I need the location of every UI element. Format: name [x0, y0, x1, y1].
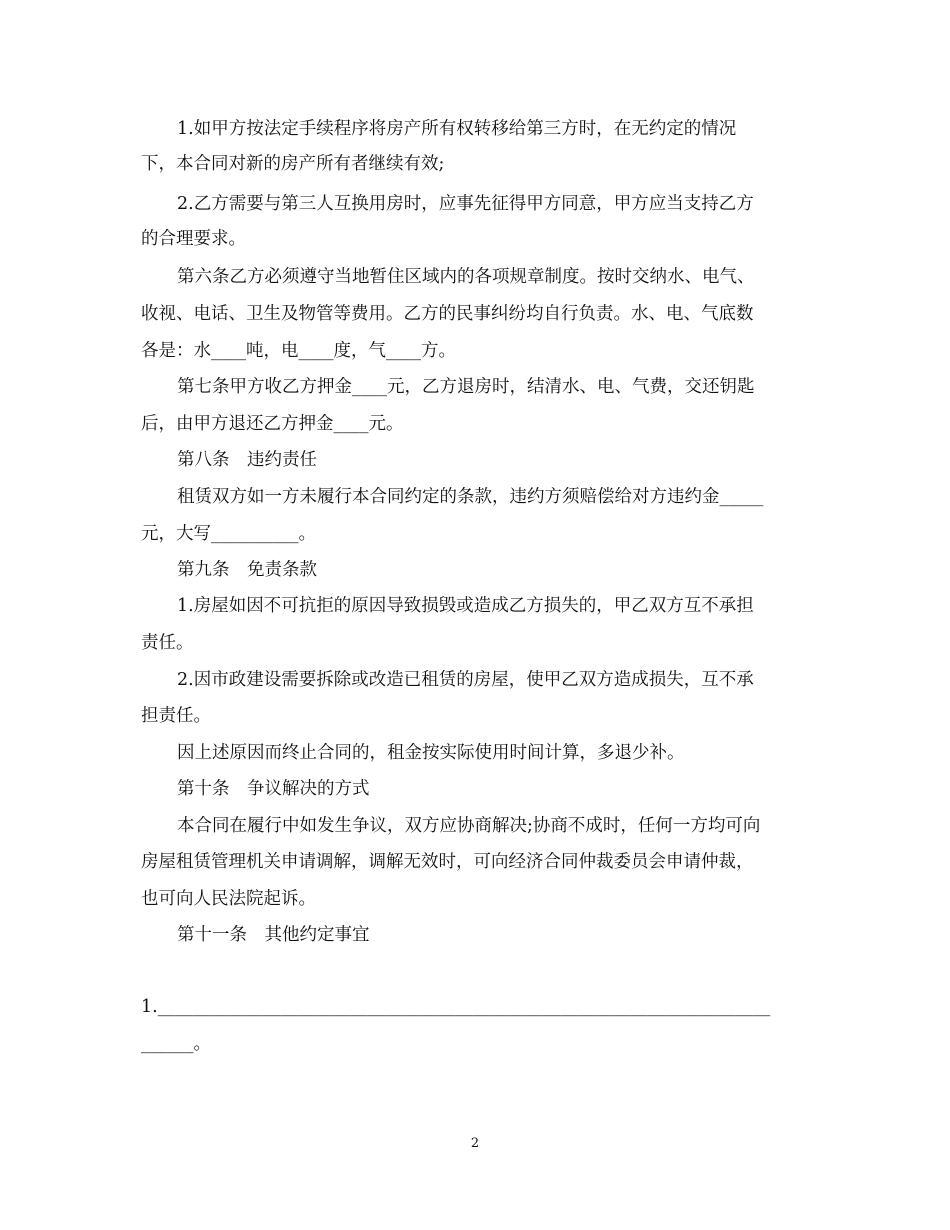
- paragraph-line: 1.如甲方按法定手续程序将房产所有权转移给第三方时，在无约定的情况: [177, 119, 737, 139]
- section-heading: 第八条 违约责任: [177, 450, 317, 470]
- paragraph-line: 担责任。: [141, 706, 211, 726]
- paragraph-line: 第六条乙方必须遵守当地暂住区域内的各项规章制度。按时交纳水、电气、: [177, 267, 755, 287]
- paragraph-line: 因上述原因而终止合同的，租金按实际使用时间计算，多退少补。: [177, 743, 685, 763]
- paragraph-line: 收视、电话、卫生及物管等费用。乙方的民事纠纷均自行负责。水、电、气底数: [141, 304, 754, 324]
- paragraph-line: 本合同在履行中如发生争议，双方应协商解决;协商不成时，任何一方均可向: [177, 816, 761, 836]
- paragraph-line: 房屋租赁管理机关申请调解，调解无效时，可向经济合同仲裁委员会申请仲裁，: [141, 852, 754, 872]
- paragraph-line: 的合理要求。: [141, 229, 246, 249]
- page-number: 2: [470, 1136, 480, 1151]
- section-heading: 第十条 争议解决的方式: [177, 779, 370, 799]
- paragraph-line: 元，大写__________。: [141, 524, 316, 544]
- paragraph-line: 下，本合同对新的房产所有者继续有效;: [141, 154, 445, 174]
- section-heading: 第十一条 其他约定事宜: [177, 925, 370, 945]
- paragraph-line: 责任。: [141, 633, 194, 653]
- blank-fill-line: ______。: [141, 1034, 211, 1054]
- paragraph-line: 2.乙方需要与第三人互换用房时，应事先征得甲方同意，甲方应当支持乙方: [177, 194, 754, 214]
- paragraph-line: 各是：水____吨，电____度，气____方。: [141, 341, 456, 361]
- paragraph-line: 也可向人民法院起诉。: [141, 889, 316, 909]
- paragraph-line: 2.因市政建设需要拆除或改造已租赁的房屋，使甲乙双方造成损失，互不承: [177, 670, 754, 690]
- paragraph-line: 租赁双方如一方未履行本合同约定的条款，违约方须赔偿给对方违约金_____: [177, 487, 764, 507]
- paragraph-line: 第七条甲方收乙方押金____元，乙方退房时，结清水、电、气费，交还钥匙: [177, 377, 755, 397]
- paragraph-line: 1.房屋如因不可抗拒的原因导致损毁或造成乙方损失的，甲乙双方互不承担: [177, 596, 754, 616]
- section-heading: 第九条 免责条款: [177, 560, 317, 580]
- paragraph-line: 后，由甲方退还乙方押金____元。: [141, 414, 404, 434]
- blank-fill-line: 1.______________________________________________________________________: [141, 997, 771, 1017]
